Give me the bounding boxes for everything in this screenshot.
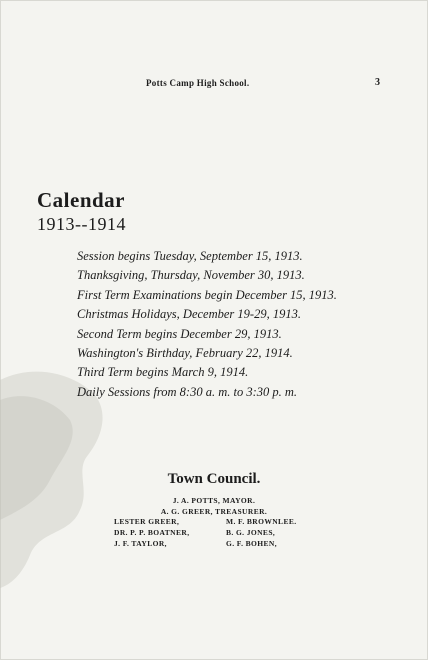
calendar-event: First Term Examinations begin December 15, 1913. — [77, 287, 337, 302]
council-title: Town Council. — [167, 471, 261, 487]
council-mayor: J. A. POTTS, MAYOR. — [172, 496, 256, 505]
council-member: B. G. JONES, — [226, 528, 276, 537]
council-member: J. F. TAYLOR, — [114, 539, 167, 548]
council-member: DR. P. P. BOATNER, — [114, 528, 190, 537]
page-number: 3 — [375, 77, 380, 88]
running-header: Potts Camp High School. — [146, 78, 250, 88]
calendar-event: Session begins Tuesday, September 15, 1913. — [77, 249, 303, 263]
calendar-event: Christmas Holidays, December 19-29, 1913. — [77, 307, 301, 322]
calendar-event: Daily Sessions from 8:30 a. m. to 3:30 p. m. — [77, 384, 298, 399]
council-member: M. F. BROWNLEE. — [226, 517, 297, 526]
council-members — [114, 517, 336, 548]
calendar-event: Washington's Birthday, February 22, 1914. — [77, 346, 293, 361]
calendar-title: Calendar — [37, 188, 125, 212]
calendar-years: 1913--1914 — [37, 214, 126, 234]
calendar-event: Thanksgiving, Thursday, November 30, 1913. — [77, 268, 305, 283]
calendar-events — [77, 247, 337, 402]
council-treasurer: A. G. GREER, TREASURER. — [160, 507, 268, 516]
calendar-event: Second Term begins December 29, 1913. — [77, 326, 282, 341]
council-member: LESTER GREER, — [114, 517, 180, 526]
calendar-event: Third Term begins March 9, 1914. — [77, 365, 249, 380]
council-member: G. F. BOHEN, — [226, 539, 277, 548]
